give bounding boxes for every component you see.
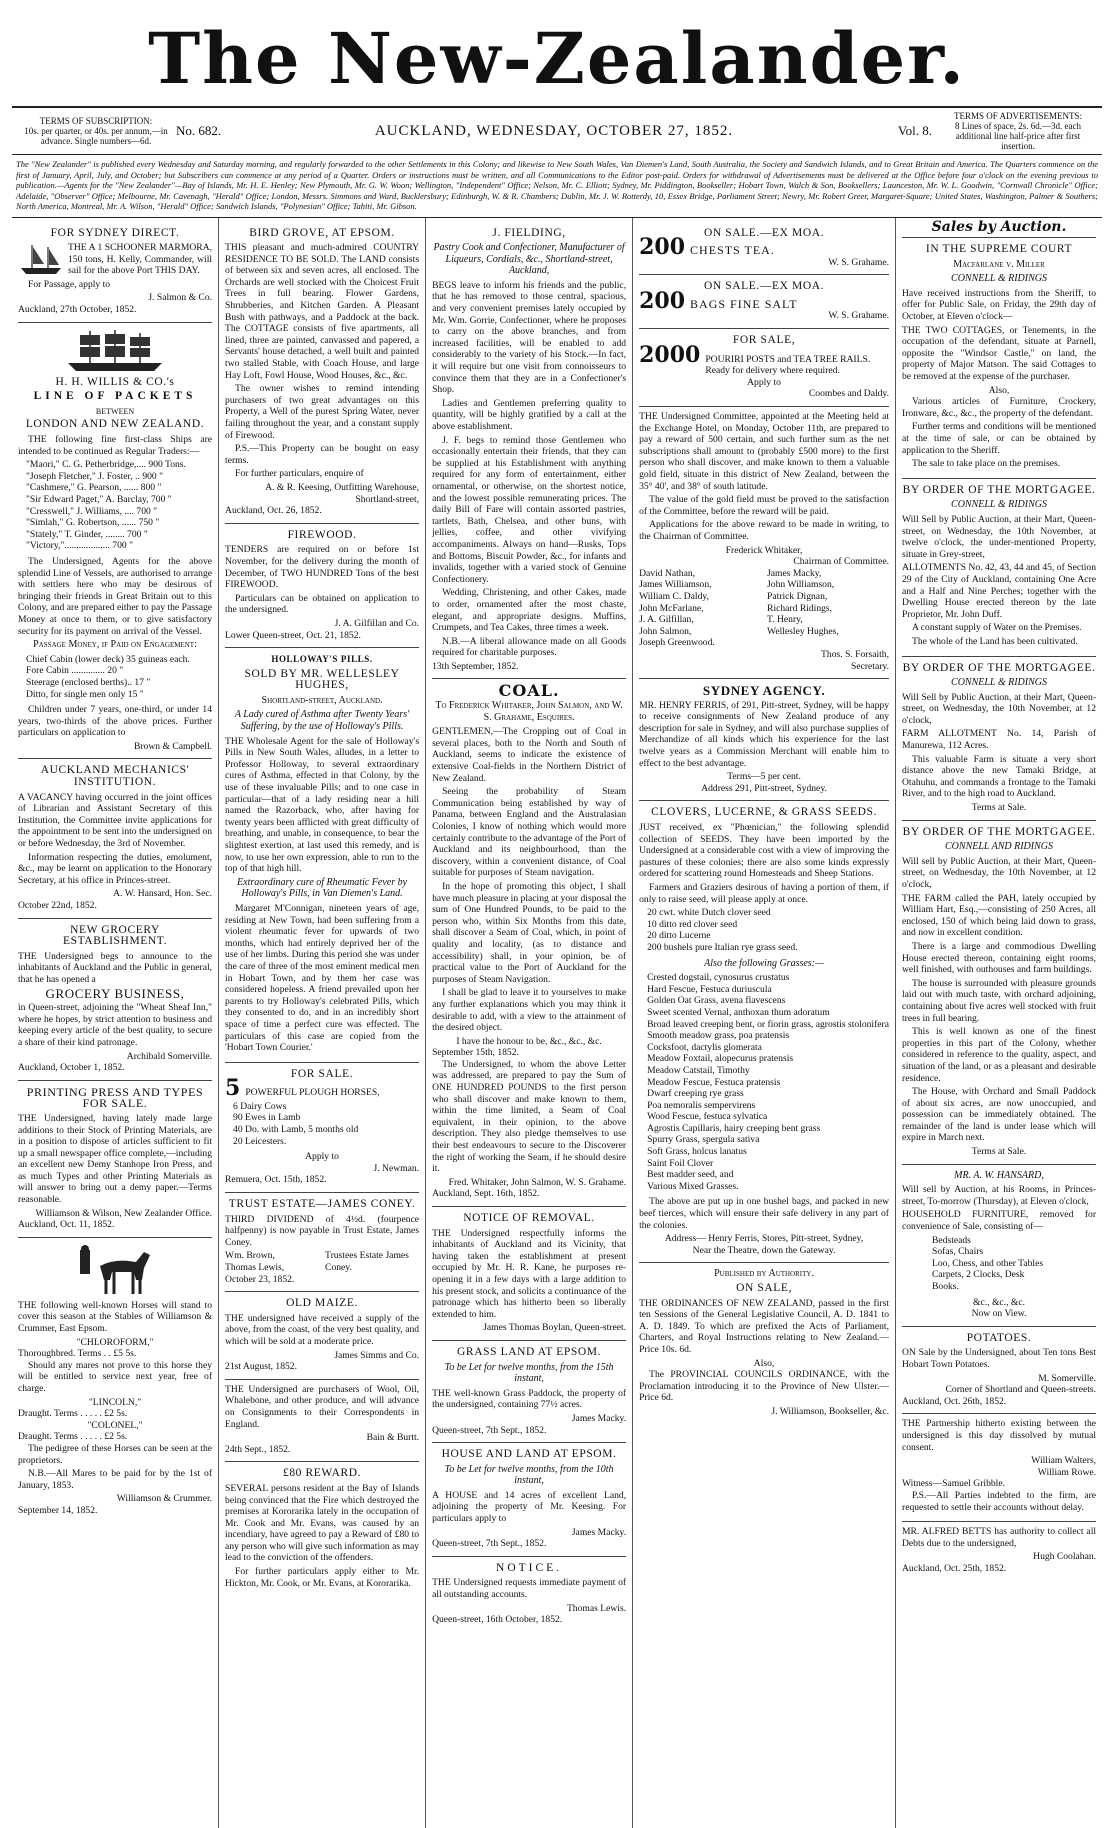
list-item: Soft Grass, holcus lanatus: [647, 1146, 747, 1158]
list-item: Ditto, for single men only 15 ": [26, 688, 144, 700]
masthead-title: The New-Zealander.: [148, 17, 966, 100]
list-item: 6 Dairy Cows: [233, 1100, 287, 1112]
list-item: Sofas, Chairs: [932, 1246, 984, 1258]
committee-names: David Nathan, James Williamson, William C. Daldy, John McFarlane, J. A. Gilfillan, John Salmon, Joseph Greenwood. James Macky, John Williamson, Patrick Dignan, Richard Ridings, T. Henry, Wellesley Hughes,: [639, 567, 839, 649]
furniture-list: [932, 1235, 1096, 1293]
ad-bird-grove: BIRD GROVE, AT EPSOM. THIS pleasant and much-admired COUNTRY RESIDENCE TO BE SOLD. The LAND consists of between six and seven acres, all enclosed. The Orchards are well stocked with the Choicest Fruit Trees in full bearing. Flower Gardens, Shrubberies, and Kitchen Garden. A Pleasant Bush with pathways, and a Paddock at the back. The COTTAGE consists of five apartments, all lined, three are painted, canvassed and papered, a Servants' house detached, a well built and painted two stalled Stable, with Coach House, and large Hay Loft, Fowl House, Wood Houses, &c., &c. The owner wishes to remind intending purchasers of two great advantages on this Property, a Well of the purest Spring Water, never failing throughout the year, and a constant supply of Firewood. P.S.—This Property can be bought on easy terms. For further particulars, enquire of A. & R. Keesing, Outfitting Warehouse, Shortland-street, Auckland, Oct. 26, 1852.: [225, 222, 419, 524]
ad-hansard-furniture: MR. A. W. HANSARD, Will sell by Auction, at his Rooms, in Princes-street, To-morrow (Thursday), at Eleven o'clock, HOUSEHOLD FURNITURE, removed for convenience of Sale, consisting of— Bedsteads Sofas, Chairs Loo, Chess, and other Tables Carpets, 2 Clocks, Desk Books. &c., &c., &c. Now on View.: [902, 1165, 1096, 1327]
list-item: Spurry Grass, spergula sativa: [647, 1134, 760, 1146]
publisher-notice: The "New Zealander" is published every Wednesday and Saturday morning, and regularly forwarded to the other Settlements in this Colony; and likewise to New South Wales, Van Diemen's Land, South Australia, the Society and Sandwich Islands, and to Great Britain and America. The Quarters commence on the first of January, April, July, and October; but Subscribers can commence at any period of a Quarter. Orders or instructions must be written, and all Communications to the Editor post-paid. Orders for withdrawal of Advertisements must be delivered at the Office before four o'clock on the evening previous to publication.—Agents for the "New Zealander"—Bay of Islands, Mr. H. E. Henley; New Plymouth, Mr. G. W. Woon; Wellington, "Independent" Office; Nelson, Mr. C. Elliott; Sydney, Mr. Piddington, Bookseller; Hobart Town, Walch & Son, Booksellers; Launceston, Mr. W. L. Goodwin, "Cornwall Chronicle" Office; Adelaide, "Observer" Office; Melbourne, Mr. Cavenagh, "Herald" Office; London, Messrs. Simmons and Ward, Bucklersbury; Edinburgh, W. & R. Chambers; Dublin, Mr. J. W. Rotterdy, 10, Essex Bridge, Parliament Street; Newry, Mr. Robert Greer, Margaret-Square; United States, Washington, Palmer & Southers; North America, Montreal, Mr. A. Wilson, "Herald" Office; Sandwich Islands, "Polynesian" Office; Tahiti, Mr. Gibson.: [12, 155, 1102, 218]
list-item: Dwarf creeping rye grass: [647, 1088, 744, 1100]
list-item: "Cresswell," J. Williams, .... 700 ": [26, 505, 158, 517]
list-item: 20 ditto Lucerne: [647, 930, 711, 942]
ad-ordinances: Published by Authority. ON SALE, THE ORDINANCES OF NEW ZEALAND, passed in the first ten Sessions of the General Legislative Council, A. D. 1841 to A. D. 1849. To which are prefixed the Acts of Parliament, Charters, and Royal Instructions relating to New Zealand.—Price 10s. 6d. Also, The PROVINCIAL COUNCILS ORDINANCE, with the Proclamation introducing it to the Province of New Ulster.—Price 6d. J. Williamson, Bookseller, &c.: [639, 1268, 889, 1417]
list-item: "Cashmere," G. Pearson, ...... 800 ": [26, 482, 162, 494]
ad-betts-debts: MR. ALFRED BETTS has authority to collect all Debts due to the undersigned, Hugh Coolahan. Auckland, Oct. 25th, 1852.: [902, 1526, 1097, 1574]
ad-grass-seeds: CLOVERS, LUCERNE, & GRASS SEEDS. JUST received, ex "Phœnician," the following splendid collection of SEEDS. They have been imported by the Undersigned at a considerable cost with a view of improving the pastures of these colonies; there are also some kinds expressly ordered for scattering round Homesteads and Sheep Stations. Farmers and Graziers desirous of having a portion of them, if only to raise seed, will please apply at once. 20 cwt. white Dutch clover seed 10 ditto red clover seed 20 ditto Lucerne 200 bushels pure Italian rye grass seed. Also the following Grasses:— Crested dogstail, cynosurus crustatus Hard Fescue, Festuca duriuscula Golden Oat Grass, avena flavescens Sweet scented Vernal, anthoxan thum adoratum Broad leaved creeping bent, or fiorin grass, agrostis stolonifera Smooth meadow grass, poa pratensis Cocksfoot, dactylis glomerata Meadow Foxtail, alopecurus pratensis Meadow Catstail, Timothy Meadow Fescue, Festuca pratensis Dwarf creeping rye grass Poa nemoralis sempervirens Wood Fescue, festuca sylvatica Agrostis Capillaris, hairy creeping bent grass Spurry Grass, spergula sativa Soft Grass, holcus lanatus Saint Foil Clover Best madder seed, and Various Mixed Grasses. The above are put up in one bushel bags, and packed in new beef tierces, which will ensure their safe delivery in any part of the colonies. Address— Henry Ferris, Stores, Pitt-street, Sydney, Near the Theatre, down the Gateway.: [639, 801, 889, 1263]
list-item: Books.: [932, 1281, 959, 1292]
ad-fielding: J. FIELDING, Pastry Cook and Confectioner, Manufacturer of Liqueurs, Cordials, &c., Shortland-street, Auckland, BEGS leave to inform his friends and the public, that he has removed to those central, spacious, and very convenient premises lately occupied by Mr. Wm. Gorrie, Confectioner, where he proposes to carry on the above branches, and from increased facilities, will be enabled to add considerably to the variety of his Stock.—In fact, it will require but one visit from connoisseurs to convince them that they are in a Confectioner's Shop. Ladies and Gentlemen preferring quality to quantity, will be highly gratified by a call at the above establishment. J. F. begs to remind those Gentlemen who occasionally entertain their friends, that they can be supplied at his Establishment with anything required for any form of entertainment, either ornamental, or otherwise, on the shortest notice, and the lowest possible remunerating prices. The daily Bill of Fare will contain assorted pastries, tartlets, Bath, Chelsea, and other buns, with jellies, coffee, and other vivifying accompaniments. Always on hand—Rusks, Tops and Bottoms, Biscuit Powder, &c., for infants and invalids, together with a varied stock of Genuine Confectionery. Wedding, Christening, and other Cakes, made to order, ornamented after the most chaste, elegant, and appropriate designs. Muffins, Crumpets, and Tea Cakes, three times a week. N.B.—A liberal allowance made on all Goods required for charitable purposes. 13th September, 1852.: [432, 222, 626, 680]
ad-supreme-court: IN THE SUPREME COURT Macfarlane v. Miller CONNELL & RIDINGS Have received instructions from the Sheriff, to offer for Public Sale, on Friday, the 29th day of October, at Eleven o'clock— THE TWO COTTAGES, or Tenements, in the occupation of the defendant, situate at Parnell, opposite the "Windsor Castle," on land, the property of Major Matson. The said Cottages to be removed at the expense of the purchaser. Also, Various articles of Furniture, Crockery, Ironware, &c., &c., the property of the defendant. Further terms and conditions will be mentioned at the time of sale, or can be obtained by application to the Sheriff. The sale to take place on the premises.: [902, 238, 1096, 479]
list-item: Golden Oat Grass, avena flavescens: [647, 995, 786, 1007]
column-3: [426, 218, 633, 1828]
ad-heading: FOR SYDNEY DIRECT.: [50, 226, 180, 239]
column-1: [12, 218, 219, 1828]
ad-mortgagee-sale-1: BY ORDER OF THE MORTGAGEE. CONNELL & RIDINGS Will Sell by Public Auction, at their Mart, Queen-street, on Wednesday, the 10th November, at twelve o'clock, the under-mentioned Property, situate in Grey-street, ALLOTMENTS No. 42, 43, 44 and 45, of Section 29 of the City of Auckland, containing One Acre and a Half and Nine Perches; together with the Dwelling House erected thereon by the late Proprietor, Mr. John Duff. A constant supply of Water on the Premises. The whole of the Land has been cultivated.: [902, 479, 1096, 657]
list-item: Smooth meadow grass, poa pratensis: [647, 1030, 790, 1042]
list-item: "Simlah," G. Robertson, ...... 750 ": [26, 517, 160, 529]
ad-firewood: FIREWOOD. TENDERS are required on or before 1st November, for the delivery during the month of December, of TWO HUNDRED Tons of the best FIREWOOD. Particulars can be obtained on application to the undersigned. J. A. Gilfillan and Co. Lower Queen-street, Oct. 21, 1852.: [225, 524, 419, 648]
ad-mortgagee-sale-3: BY ORDER OF THE MORTGAGEE. CONNELL AND RIDINGS Will sell by Public Auction, at their Mart, Queen-street, on Wednesday, the 10th November, at 12 o'clock, THE FARM called the PAH, lately occupied by William Hart, Esq.,—consisting of 250 Acres, all enclosed, 150 of which being laid down to grass, and now in excellent condition. There is a large and commodious Dwelling House erected thereon, containing eight rooms, well finished, with outhouses and farm buildings. The house is surrounded with pleasure grounds laid out with much taste, with orchard adjoining, containing about five acres well stocked with fruit trees in full bearing. This is well known as one of the finest properties in this part of the Colony, whether considered in reference to the quality, aspect, and situation of the land, or as a pleasant and desirable residence. The House, with Orchard and Small Paddock of about six acres, are now unoccupied, and possession can be immediately obtained. The remainder of the land is under lease which will expire in March next. Terms at Sale.: [902, 821, 1096, 1165]
list-item: 20 Leicesters.: [233, 1135, 287, 1147]
list-item: Hard Fescue, Festuca duriuscula: [647, 983, 772, 995]
list-item: Meadow Foxtail, alopecurus pratensis: [647, 1053, 794, 1065]
list-item: Cocksfoot, dactylis glomerata: [647, 1041, 762, 1053]
ad-coal: COAL. To Frederick Whitaker, John Salmon, and W. S. Grahame, Esquires. GENTLEMEN,—The Cropping out of Coal in several places, both to the North and South of Auckland, seems to indicate the existence of extensive Coal-fields in the Northern District of New Zealand. Seeing the probability of Steam Communication being established by way of Panama, between England and the Australasian Colonies, I know of nothing which would more certainly contribute to the advantage of the Port of Auckland and its neighbourhood, than the discovery, within a convenient distance, of Coal suitable for purposes of Steam navigation. In the hope of promoting this object, I shall have much pleasure in placing at your disposal the sum of One Hundred Pounds, to be paid to the person who, within Six Months from this date, shall discover a Seam of Coal, which, in point of quality and locality, (as to distance and accessibility) shall, in your opinion, be of practical value to the Port of Auckland for the purposes of Steam Navigation. I shall be glad to leave it to yourselves to make any further explanations which you may think it desirable to add, with a view to the attainment of the desired object. I have the honour to be, &c., &c., &c. September 15th, 1852. The Undersigned, to whom the above Letter was addressed, are prepared to pay the Sum of ONE HUNDRED POUNDS to the first person who shall discover and make known to them, within the time limited, a Seam of Coal equivalent, in their opinion, to the above description. They also pledge themselves to use their best endeavours to secure to the Discoverer the right of working the Seam, if he should desire it. Fred. Whitaker, John Salmon, W. S. Grahame. Auckland, Sept. 16th, 1852.: [432, 679, 626, 1207]
ad-house-land: HOUSE AND LAND AT EPSOM. To be Let for twelve months, from the 10th instant, A HOUSE and 14 acres of excellent Land, adjoining the property of Mr. Keesing. For particulars apply to James Macky. Queen-street, 7th Sept., 1852.: [432, 1443, 626, 1557]
ad-willis-packets: H. H. WILLIS & CO.'s LINE OF PACKETS BETWEEN LONDON AND NEW ZEALAND. THE following fine first-class Ships are intended to be continued as Regular Traders:— "Maori," C. G. Petherbridge,.... 900 Tons. "Joseph Fletcher," J. Foster, .. 900 " "Cashmere," G. Pearson, ...... 800 " "Sir Edward Paget," A. Barclay, 700 " "Cresswell," J. Williams, .... 700 " "Simlah," G. Robertson, ...... 750 " "Stately," T. Ginder, ........ 700 " "Victory,"................... 700 " The Undersigned, Agents for the above splendid Line of Vessels, are authorised to arrange with settlers here who may be desirous of bringing their friends in Great Britain out to this Colony, and are prepared either to pay the Passage Money at once to them, or to give satisfactory security for its payment on arrival of the Vessel. Passage Money, if Paid on Engagement: Chief Cabin (lower deck) 35 guineas each. Fore Cabin .............. 20 " Steerage (enclosed berths).. 17 " Ditto, for single men only 15 " Children under 7 years, one-third, or under 14 years, two-thirds of the above prices. Further particulars on application to Brown & Campbell.: [18, 323, 212, 760]
list-item: Poa nemoralis sempervirens: [647, 1099, 756, 1111]
ad-reward: £80 REWARD. SEVERAL persons resident at the Bay of Islands being convinced that the Fire which destroyed the premises at Kororarika lately in the occupation of Mr. Cook and Mr. Evans, was caused by an incendiary, have agreed to pay a Reward of £80 to any person who will give such information as may lead to the conviction of the offenders. For further particulars apply either to Mr. Hickton, Mr. Cook, or Mr. Evans, at Kororarika.: [225, 1467, 420, 1589]
info-bar: [12, 106, 1102, 155]
column-5: [896, 218, 1102, 1828]
list-item: Agrostis Capillaris, hairy creeping bent grass: [647, 1122, 821, 1134]
list-item: 10 ditto red clover seed: [647, 918, 738, 930]
list-item: Bedsteads: [932, 1234, 971, 1246]
ad-trust-estate: TRUST ESTATE—JAMES CONEY. THIRD DIVIDEND of 4½d. (fourpence halfpenny) is now payable in Trust Estate, James Coney. Wm. Brown, Thomas Lewis, Trustees Estate James Coney. October 23, 1852.: [225, 1193, 419, 1292]
list-item: Loo, Chess, and other Tables: [932, 1257, 1044, 1269]
column-2: [219, 218, 426, 1828]
issue-number: No. 682.: [176, 123, 222, 138]
list-item: "Victory,"................... 700 ": [26, 540, 134, 552]
column-4: [633, 218, 896, 1828]
livestock-list: [233, 1101, 419, 1147]
ad-mechanics-institution: AUCKLAND MECHANICS' INSTITUTION. A VACANCY having occurred in the joint offices of Librarian and Assistant Secretary of this Institution, the Committee invite applications for the appointment to be sent into the undersigned on or before Wednesday, the 3rd of November. Information respecting the duties, emolument, &c., may be learnt on application to the Honorary Secretary, at his office in Princes-street. A. W. Hansard, Hon. Sec. October 22nd, 1852.: [18, 759, 212, 918]
list-item: "Sir Edward Paget," A. Barclay, 700 ": [26, 494, 172, 505]
ad-holloways-pills: HOLLOWAY'S PILLS. SOLD BY MR. WELLESLEY HUGHES, Shortland-street, Auckland. A Lady cured of Asthma after Twenty Years' Suffering, by the use of Holloway's Pills. THE Wholesale Agent for the sale of Holloway's Pills in New South Wales, alludes, in a letter to Professor Holloway, to several extraordinary cures of Asthma, effected in that Colony, by the use of these invaluable Pills; and to one case in particular—that of a lady residing near a hill named the Razorback, who, after having for twenty years been afflicted with great difficulty of breathing, and unable, in consequence, to bear the slightest exertion, at last used this remedy, and is now, to use her own expression, able to run to the top of that high hill. Extraordinary cure of Rheumatic Fever by Holloway's Pills, in Van Diemen's Land. Margaret M'Connigan, nineteen years of age, residing at New Town, had been suffering from a violent rheumatic fever for upwards of two months, which had entirely deprived her of the use of her limbs. During this period she was under the care of three of the most eminent medical men in Hobart Town, and by them her case was considered hopeless. A friend prevailed upon her parents to try Holloway's celebrated Pills, which they consented to do, and in an incredibly short space of time a perfect cure was effected. The particulars of this case are copied from the 'Hobart Town Courier.': [225, 648, 419, 1063]
columns: [12, 218, 1102, 1828]
ships-list: [26, 459, 212, 552]
ad-salt: ON SALE.—EX MOA. 200 BAGS FINE SALT W. S. Grahame.: [639, 275, 889, 329]
ad-notice-of-removal: NOTICE OF REMOVAL. THE Undersigned respectfully informs the inhabitants of Auckland and its Vicinity, that having taken the establishment at present occupied by Mr. H. R. Kane, he purposes re-opening it in a few days with a large addition to his present stock, and solicits a continuance of the patronage which has hitherto been so liberally extended to him. James Thomas Boylan, Queen-street.: [432, 1207, 626, 1341]
grasses-list: [647, 972, 889, 1192]
ad-gold-field-reward: THE Undersigned Committee, appointed at the Meeting held at the Exchange Hotel, on Monday, October 11th, are prepared to pay a reward of 500 certain, and such further sum as the net subscriptions shall amount to (probably £500 more) to the first person who shall discover, and make known to them a valuable gold field, situate in this district of New Zealand, between the 35° 40', and 38° of south latitude. The value of the gold field must be proved to the satisfaction of the Committee, before the reward will be paid. Applications for the above reward to be made in writing, to the Chairman of Committee. Frederick Whitaker, Chairman of Committee. David Nathan, James Williamson, William C. Daldy, John McFarlane, J. A. Gilfillan, John Salmon, Joseph Greenwood. James Macky, John Williamson, Patrick Dignan, Richard Ridings, T. Henry, Wellesley Hughes, Thos. S. Forsaith, Secretary.: [639, 407, 889, 679]
list-item: Meadow Catstail, Timothy: [647, 1064, 750, 1076]
list-item: Steerage (enclosed berths).. 17 ": [26, 676, 151, 688]
ad-partnership: THE Partnership hitherto existing between the undersigned is this day dissolved by mutual consent. William Walters, William Rowe. Witness—Samuel Gribble. P.S.—All Parties indebted to the firm, are requested to settle their accounts without delay.: [902, 1414, 1096, 1522]
ad-plough-horses: FOR SALE. 5 POWERFUL PLOUGH HORSES, 6 Dairy Cows 90 Ewes in Lamb 40 Do. with Lamb, 5 months old 20 Leicesters. Apply to J. Newman. Remuera, Oct. 15th, 1852.: [225, 1063, 419, 1193]
list-item: Fore Cabin .............. 20 ": [26, 665, 124, 677]
list-item: Wood Fescue, festuca sylvatica: [647, 1111, 768, 1123]
list-item: Broad leaved creeping bent, or fiorin grass, agrostis stolonifera: [647, 1018, 889, 1030]
list-item: Various Mixed Grasses.: [647, 1180, 739, 1192]
ad-mortgagee-sale-2: BY ORDER OF THE MORTGAGEE. CONNELL & RIDINGS Will Sell by Public Auction, at their Mart, Queen-street, on Wednesday, the 10th November, at 12 o'clock, FARM ALLOTMENT No. 14, Parish of Manurewa, 112 Acres. This valuable Farm is situate a very short distance above the new Tamaki Bridge, at Otahuhu, and commands a frontage to the Tamaki River, and to the high road to Auckland. Terms at Sale.: [902, 657, 1096, 821]
ad-grass-land: GRASS LAND AT EPSOM. To be Let for twelve months, from the 15th instant, THE well-known Grass Paddock, the property of the undersigned, containing 77½ acres. James Macky. Queen-street, 7th Sept., 1852.: [432, 1341, 626, 1443]
list-item: Chief Cabin (lower deck) 35 guineas each.: [26, 653, 190, 665]
ad-potatoes: POTATOES. ON Sale by the Undersigned, about Ten tons Best Hobart Town Potatoes. M. Somerville. Corner of Shortland and Queen-streets. Auckland, Oct. 26th, 1852.: [902, 1327, 1096, 1415]
ad-tea: ON SALE.—EX MOA. 200 CHESTS TEA. W. S. Grahame.: [639, 222, 889, 276]
advertisement-terms: TERMS OF ADVERTISEMENTS: 8 Lines of space, 2s. 6d.—3d. each additional line half-price after first insertion.: [954, 111, 1082, 151]
horse-icon: [70, 1246, 160, 1296]
list-item: Crested dogstail, cynosurus crustatus: [647, 972, 790, 984]
ad-posts-rails: FOR SALE, 2000 POURIRI POSTS and TEA TREE RAILS. Ready for delivery where required. Apply to Coombes and Daldy.: [639, 329, 889, 407]
list-item: Meadow Fescue, Festuca pratensis: [647, 1076, 781, 1088]
list-item: Sweet scented Vernal, anthoxan thum adoratum: [647, 1006, 830, 1018]
ad-printing-press: PRINTING PRESS AND TYPES FOR SALE. THE Undersigned, having lately made large additions to their Stock of Printing Materials, are in a position to dispose of articles sufficient to fit up a small newspaper office complete,—including an excellent new Demy Stanhope Iron Press, and as much Types and other Printing Materials as will answer to bring out a demy paper.—Terms reasonable. Williamson & Wilson, New Zealander Office. Auckland, Oct. 11, 1852.: [18, 1081, 212, 1238]
ad-sydney-direct: FOR SYDNEY DIRECT. THE A 1 SCHOONER MARMORA, 150 tons, H. Kelly, Commander, will sail for the above Port THIS DAY. For Passage, apply to J. Salmon & Co. Auckland, 27th October, 1852.: [18, 222, 212, 323]
volume-number: Vol. 8.: [897, 123, 932, 138]
list-item: 20 cwt. white Dutch clover seed: [647, 907, 771, 919]
subscription-terms: TERMS OF SUBSCRIPTION: 10s. per quarter, or 40s. per annum,—in advance. Single numbers—6d.: [24, 116, 168, 146]
ad-grocery: NEW GROCERY ESTABLISHMENT. THE Undersigned begs to announce to the inhabitants of Auckland and the Public in general, that he has opened a GROCERY BUSINESS, in Queen-street, adjoining the "Wheat Sheaf Inn," where he hopes, by strict attention to business and keeping every article of the best quality, to secure a share of their kind patronage. Archibald Somerville. Auckland, October 1, 1852.: [18, 919, 212, 1081]
section-title: Sales by Auction.: [902, 222, 1096, 239]
list-item: "Joseph Fletcher," J. Foster, .. 900 ": [26, 470, 164, 482]
ad-old-maize: OLD MAIZE. THE undersigned have received a supply of the above, from the coast, of the very best quality, and which will be sold at a moderate price. James Simms and Co. 21st August, 1852.: [225, 1292, 419, 1380]
ship-icon: [18, 242, 64, 276]
list-item: "Maori," C. G. Petherbridge,.... 900 Tons.: [26, 459, 186, 471]
ad-stud-horses: THE following well-known Horses will stand to cover this season at the Stables of Williamson & Crummer, East Epsom. "CHLOROFORM," Thoroughbred. Terms . . £5 5s. Should any mares not prove to this horse they will be entitled to service next year, free of charge. "LINCOLN," Draught. Terms . . . . . £2 5s. "COLONEL," Draught. Terms . . . . . £2 5s. The pedigree of these Horses can be seen at the proprietors. N.B.—All Mares to be paid for by the 1st of January, 1853. Williamson & Crummer. September 14, 1852.: [18, 1238, 212, 1523]
ship-icon: [60, 329, 170, 373]
ad-wool-purchasers: THE Undersigned are purchasers of Wool, Oil, Whalebone, and other produce, and will advance on Consignments to their Correspondents in England. Bain & Burtt. 24th Sept., 1852.: [225, 1380, 419, 1463]
fares-list: [26, 654, 212, 700]
ad-notice: NOTICE. THE Undersigned requests immediate payment of all outstanding accounts. Thomas Lewis. Queen-street, 16th October, 1852.: [432, 1561, 627, 1626]
list-item: 40 Do. with Lamb, 5 months old: [233, 1124, 359, 1136]
list-item: "Stately," T. Ginder, ........ 700 ": [26, 528, 148, 540]
list-item: 90 Ewes in Lamb: [233, 1112, 301, 1124]
list-item: 200 bushels pure Italian rye grass seed.: [647, 941, 798, 953]
list-item: Best madder seed, and: [647, 1169, 734, 1181]
seeds-list: [647, 907, 889, 953]
list-item: Saint Foil Clover: [647, 1157, 714, 1169]
list-item: Carpets, 2 Clocks, Desk: [932, 1269, 1025, 1281]
ad-sydney-agency: SYDNEY AGENCY. MR. HENRY FERRIS, of 291, Pitt-street, Sydney, will be happy to receive consignments of New Zealand produce of any description for sale in Sydney, and will also purchase supplies of Merchandize of all kinds which his experience for the last twelve years as a Commission Merchant will enable him to effect to the best advantage. Terms—5 per cent. Address 291, Pitt-street, Sydney.: [639, 679, 889, 801]
place-date: AUCKLAND, WEDNESDAY, OCTOBER 27, 1852.: [374, 123, 734, 139]
